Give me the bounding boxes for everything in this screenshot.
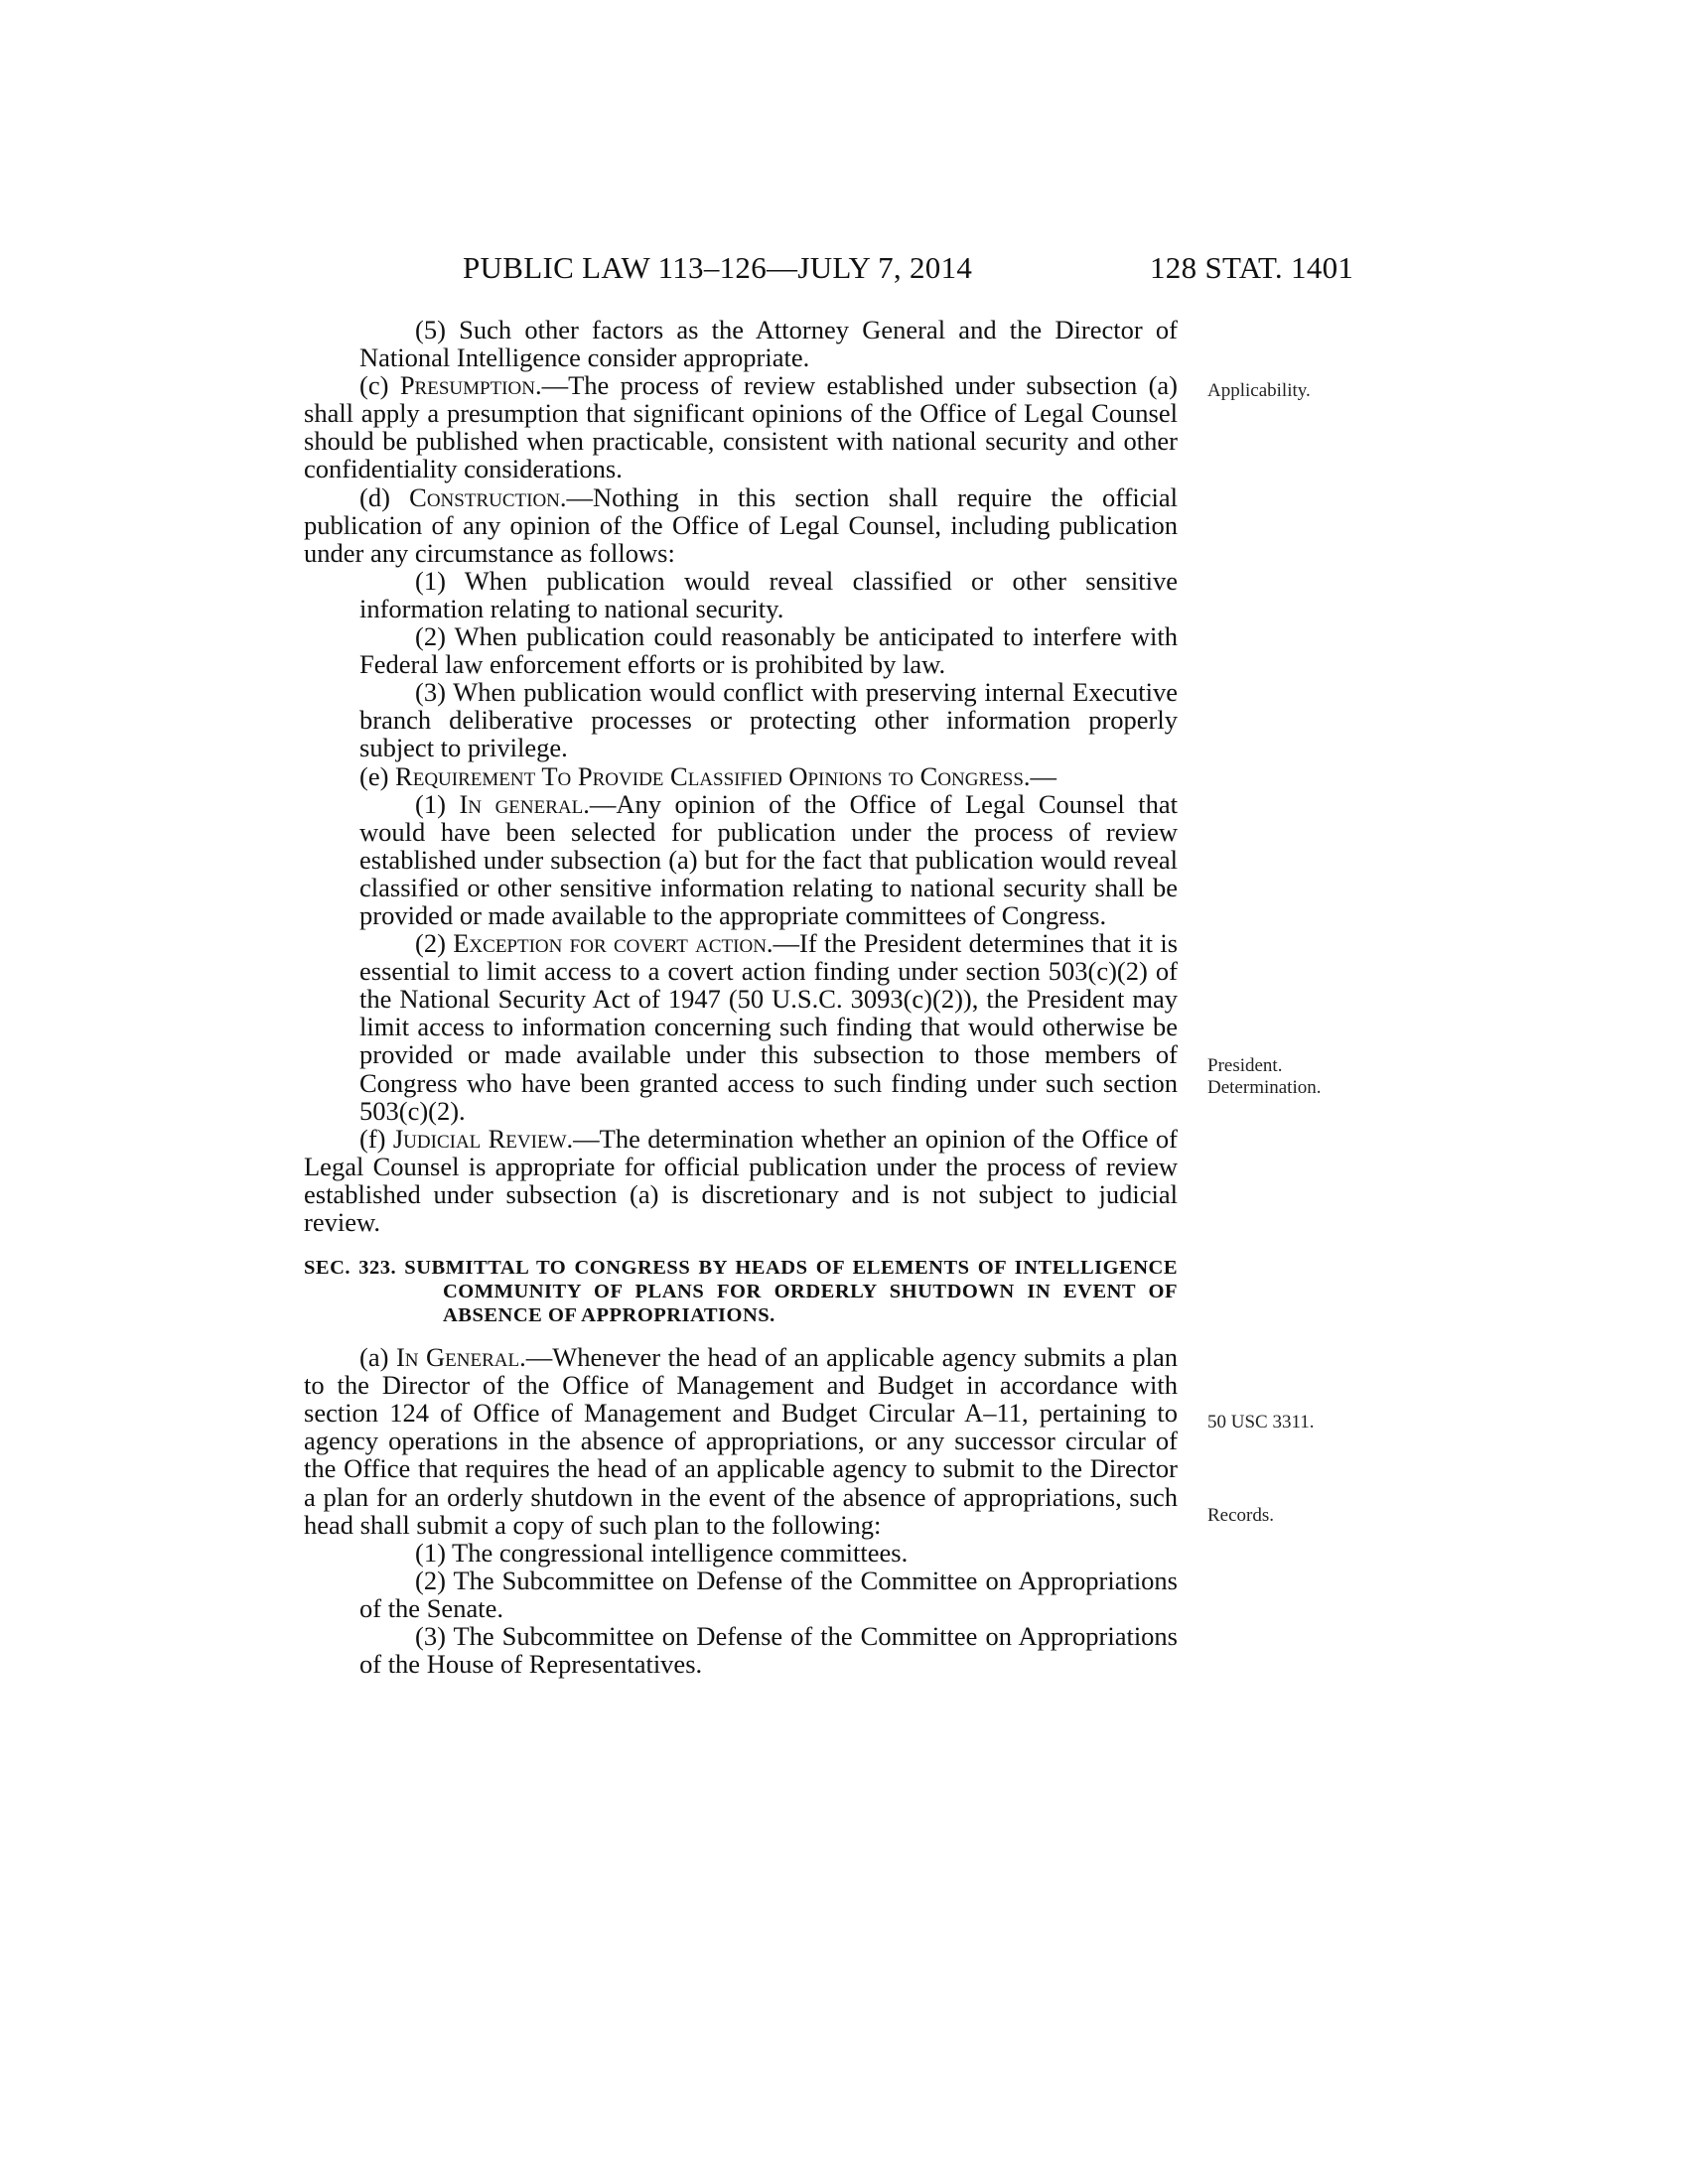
subsection-323-a: (a) In General.—Whenever the head of an applicable agency submits a plan to the Director of the Office of Management and Budget in accordance with section 124 of Office of Management and Budget Circular A–11, pertaining to agency operations in the absence of appropriations, or any successor circular of the Office that requires the head of an applicable agency to submit to the Director a plan for an orderly shutdown in the event of the absence of appropriations, such head shall submit a copy of such plan to the following: <box>304 1342 1179 1540</box>
paragraph-text: If the President determines that it is essential to limit access to a covert action finding under section 503(c)(2) of the National Security Act of 1947 (50 U.S.C. 3093(c)(2)), the President may limit access to information concerning such finding that would otherwise be provided or made available under this subsection to those members of Congress who have been granted access to such finding under such section 503(c)(2). <box>359 928 1179 1126</box>
paragraph-323-a-2: (2) The Subcommittee on Defense of the Committee on Appropriations of the Senate. <box>359 1565 1178 1623</box>
paragraph-e-1: (1) In general.—Any opinion of the Office of Legal Counsel that would have been selected for publication under the process of review established under subsection (a) but for the fact that publication would reveal classified or other sensitive information relating to national security shall be provided or made available to the appropriate committees of Congress. <box>359 788 1179 930</box>
paragraph-heading: In general <box>459 788 584 819</box>
margin-note-records: Records. <box>1207 1505 1275 1526</box>
paragraph-text: Any opinion of the Office of Legal Counsel that would have been selected for publication under the process of review established under subsection (a) but for the fact that publication would reveal classified or other sensitive information relating to national security shall be provided or made available to the appropriate committees of Congress. <box>359 788 1179 930</box>
running-header-law: PUBLIC LAW 113–126—JULY 7, 2014 <box>463 250 973 285</box>
subsection-num: (c) <box>359 370 389 401</box>
paragraph-d-2: (2) When publication could reasonably be anticipated to interfere with Federal law enforcement efforts or is prohibited by law. <box>359 621 1178 680</box>
margin-note-determination: Determination. <box>1207 1077 1322 1098</box>
subsection-heading: Judicial Review <box>392 1123 567 1154</box>
section-323-heading: SEC. 323. SUBMITTAL TO CONGRESS BY HEADS OF ELEMENTS OF INTELLIGENCE COMMUNITY OF PLANS FOR ORDERLY SHUTDOWN IN EVENT OF ABSENCE OF APPROPRIATIONS. <box>304 1257 1178 1327</box>
paragraph-num: (2) <box>415 928 446 959</box>
subsection-heading: Construction <box>409 481 560 512</box>
paragraph-heading: Exception for covert action <box>453 928 767 959</box>
subsection-heading: Presumption <box>399 370 535 401</box>
subsection-num: (a) <box>359 1342 389 1373</box>
subsection-c: (c) Presumption.—The process of review established under subsection (a) shall apply a presumption that significant opinions of the Office of Legal Counsel should be published when practicable, consistent with national security and other confidentiality considerations. <box>304 370 1179 484</box>
subsection-text: Whenever the head of an applicable agency submits a plan to the Director of the Office of Management and Budget in accordance with section 124 of Office of Management and Budget Circular A–11, pertaining to agency operations in the absence of appropriations, or any successor circular of the Office that requires the head of an applicable agency to submit to the Director a plan for an orderly shutdown in the event of the absence of appropriations, such head shall submit a copy of such plan to the following: <box>304 1342 1179 1540</box>
body-text <box>304 316 1178 1678</box>
margin-note-usc: 50 USC 3311. <box>1207 1412 1315 1433</box>
subsection-text: Nothing in this section shall require the official publication of any opinion of the Office of Legal Counsel, including publication under any circumstance as follows: <box>304 481 1179 568</box>
margin-note-president-determination <box>1207 1055 1322 1099</box>
paragraph-323-a-1: (1) The congressional intelligence committees. <box>415 1537 909 1568</box>
subsection-heading: Requirement To Provide Classified Opinions to Congress <box>395 760 1024 791</box>
subsection-e: (e) Requirement To Provide Classified Opinions to Congress.— <box>359 760 1057 791</box>
margin-note-applicability: Applicability. <box>1207 380 1311 401</box>
subsection-f: (f) Judicial Review.—The determination whether an opinion of the Office of Legal Counsel is appropriate for official publication under the process of review established under subsection (a) is discretionary and is not subject to judicial review. <box>304 1123 1179 1237</box>
subsection-num: (d) <box>359 481 390 512</box>
subsection-num: (f) <box>359 1123 386 1154</box>
running-header-page: 128 STAT. 1401 <box>1150 250 1354 285</box>
subsection-num: (e) <box>359 760 389 791</box>
subsection-text: The determination whether an opinion of the Office of Legal Counsel is appropriate for official publication under the process of review established under subsection (a) is discretionary and is not subject to judicial review. <box>304 1123 1179 1237</box>
paragraph-e-2: (2) Exception for covert action.—If the President determines that it is essential to limit access to a covert action finding under section 503(c)(2) of the National Security Act of 1947 (50 U.S.C. 3093(c)(2)), the President may limit access to information concerning such finding that would otherwise be provided or made available under this subsection to those members of Congress who have been granted access to such finding under such section 503(c)(2). <box>359 928 1179 1126</box>
paragraph-num: (1) <box>415 788 446 819</box>
margin-note-president: President. <box>1207 1055 1283 1076</box>
paragraph-323-a-3: (3) The Subcommittee on Defense of the Committee on Appropriations of the House of Representatives. <box>359 1621 1178 1680</box>
subsection-text: The process of review established under subsection (a) shall apply a presumption that significant opinions of the Office of Legal Counsel should be published when practicable, consistent with national security and other confidentiality considerations. <box>304 370 1179 484</box>
subsection-heading: In General <box>395 1342 520 1373</box>
paragraph-d-1: (1) When publication would reveal classified or other sensitive information relating to national security. <box>359 565 1178 623</box>
paragraph-item-5: (5) Such other factors as the Attorney General and the Director of National Intelligence consider appropriate. <box>359 315 1178 373</box>
paragraph-d-3: (3) When publication would conflict with preserving internal Executive branch deliberative processes or protecting other information properly subject to privilege. <box>359 677 1178 763</box>
subsection-d: (d) Construction.—Nothing in this section shall require the official publication of any opinion of the Office of Legal Counsel, including publication under any circumstance as follows: <box>304 481 1179 568</box>
